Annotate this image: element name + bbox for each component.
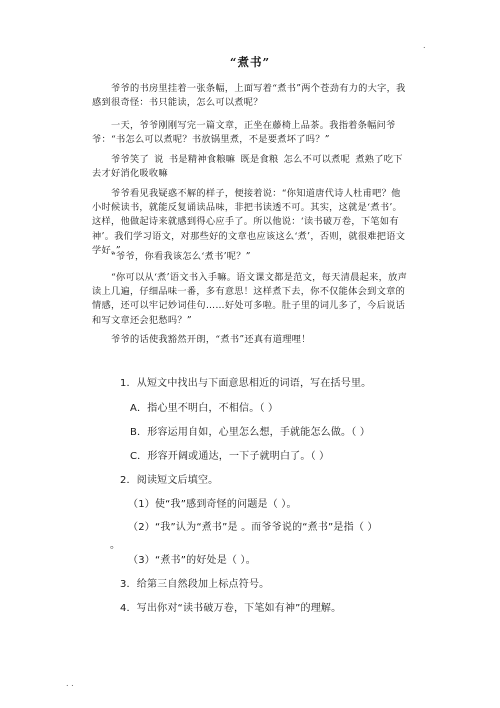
question-4: 4．写出你对“读书破万卷，下笔如有神”的理解。 xyxy=(120,603,342,614)
question-2-part-1: （1）使“我”感到奇怪的问题是（ ）。 xyxy=(128,499,297,510)
paragraph-6: “你可以从‘煮’语文书入手嘛。语文课文都是范文，每天清晨起来，放声读上几遍，仔细品味一番，多有意思！这样煮下去，你不仅能体会到文章的情感，还可以牢记妙词佳句……好处可多啦。肚子里的词儿多了，今后说话和写文章还会犯愁吗？” xyxy=(92,272,408,326)
question-2: 2．阅读短文后填空。 xyxy=(120,475,219,486)
question-2-part-2-end: 。 xyxy=(110,540,120,551)
paragraph-7: 爷爷的话使我豁然开朗，“煮书”还真有道理哩！ xyxy=(111,334,311,345)
paragraph-1: 爷爷的书房里挂着一张条幅，上面写着“煮书”两个苍劲有力的大字，我感到很奇怪：书只能读，怎么可以煮呢？ xyxy=(92,83,406,109)
paragraph-5: “爷爷，你看我该怎么‘煮书’呢？” xyxy=(111,251,251,262)
question-1-a: A．指心里不明白，不相信。（ ） xyxy=(130,403,279,414)
paragraph-4: 爷爷看见我疑惑不解的样子，便接着说：“你知道唐代诗人杜甫吧？他小时候读书，就能反复诵读品味，非把书读透不可。其实，这就是‘煮书’。这样，他做起诗来就感到得心应手了。所以他说：‘读书破万卷，下笔如有神’。我们学习语文，对那些好的文章也应该这么‘煮’，否则，就很难把语文学好。” xyxy=(92,188,406,256)
question-1-c: C．形容开阔或通达，一下子就明白了。（ ） xyxy=(130,451,330,462)
paragraph-2: 一天，爷爷刚刚写完一篇文章，正坐在藤椅上品茶。我指着条幅问爷爷：“书怎么可以煮呢？书放锅里煮，不是要煮坏了吗？” xyxy=(92,120,396,146)
question-1: 1．从短文中找出与下面意思相近的词语，写在括号里。 xyxy=(120,378,372,389)
question-2-part-2: （2）“我”认为“煮书”是 。而爷爷说的“煮书”是指（ ） xyxy=(128,522,378,533)
article-title: “煮书” xyxy=(229,55,271,69)
question-1-b: B．形容运用自如，心里怎么想，手就能怎么做。（ ） xyxy=(130,427,371,438)
paragraph-3: 爷爷笑了 说 书是精神食粮嘛 既是食粮 怎么不可以煮呢 煮熟了吃下去才好消化吸收嘛 xyxy=(92,154,403,180)
question-2-part-3: （3）“煮书”的好处是（ ）。 xyxy=(128,555,256,566)
question-3: 3．给第三自然段加上标点符号。 xyxy=(120,579,270,590)
bottom-dot-mark: . . xyxy=(66,679,74,688)
top-dot-mark: . xyxy=(423,41,426,50)
